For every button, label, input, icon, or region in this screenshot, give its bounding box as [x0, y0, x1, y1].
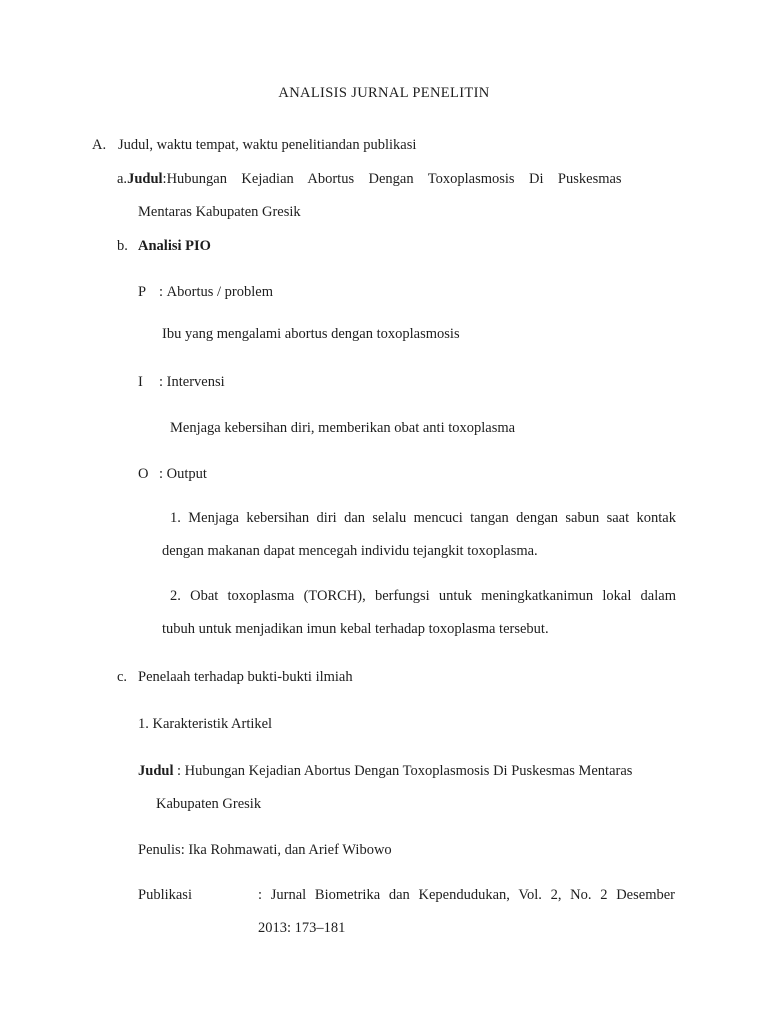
section-a-heading-text: Judul, waktu tempat, waktu penelitiandan publikasi [118, 137, 417, 153]
pio-p-row [138, 276, 638, 309]
field-judul-label: Judul [138, 763, 174, 779]
item-penelaah-heading [117, 661, 617, 694]
pio-output-item-2 [162, 580, 676, 646]
pio-output-item-1 [162, 502, 676, 568]
item-analisi-pio-heading-text: Analisi PIO [138, 238, 211, 254]
field-judul-value-line1: : Hubungan Kejadian Abortus Dengan Toxoplasmosis Di Puskesmas Mentaras [177, 763, 633, 779]
pio-p-detail: Ibu yang mengalami abortus dengan toxoplasmosis [162, 326, 460, 342]
field-judul-value-line2: Kabupaten Gresik [156, 796, 262, 812]
item-penelaah-heading-text: Penelaah terhadap bukti-bukti ilmiah [138, 669, 353, 685]
pio-output-item-2-line2: tubuh untuk menjadikan imun kebal terhadap toxoplasma tersebut. [162, 621, 549, 637]
pio-p-key: P [138, 284, 147, 300]
field-publikasi-label: Publikasi [138, 887, 192, 903]
item-analisi-pio-marker: b. [117, 238, 128, 254]
field-penulis: Penulis: Ika Rohmawati, dan Arief Wibowo [138, 842, 392, 858]
pio-o-colon: : [159, 466, 164, 482]
pio-output-item-1-line1: 1. Menjaga kebersihan diri dan selalu mencuci tangan dengan sabun saat kontak [170, 510, 676, 526]
pio-i-colon: : [159, 374, 164, 390]
pio-p-colon: : [159, 284, 164, 300]
item-judul-line1 [117, 163, 676, 196]
pio-output-item-2-line1: 2. Obat toxoplasma (TORCH), berfungsi untuk meningkatkanimun lokal dalam [170, 588, 676, 604]
pio-i-row [138, 366, 638, 399]
section-a-marker: A. [92, 137, 107, 153]
item-judul-colon: : [162, 171, 167, 187]
field-publikasi-value-line1: : Jurnal Biometrika dan Kependudukan, Vol. 2, No. 2 Desember [258, 887, 675, 903]
document-title: ANALISIS JURNAL PENELITIN [278, 85, 490, 101]
item-penelaah-marker: c. [117, 669, 128, 685]
pio-o-key: O [138, 466, 149, 482]
pio-i-key: I [138, 374, 143, 390]
field-publikasi [138, 879, 676, 945]
item-judul-marker: a. [117, 171, 128, 187]
field-judul [138, 755, 676, 821]
pio-output-item-1-line2: dengan makanan dapat mencegah individu tejangkit toxoplasma. [162, 543, 538, 559]
section-a-heading [92, 129, 682, 162]
item-judul-line2: Mentaras Kabupaten Gresik [138, 204, 301, 220]
item-judul-value-line1: Hubungan Kejadian Abortus Dengan Toxoplasmosis Di Puskesmas [166, 171, 622, 187]
pio-o-label: Output [166, 466, 207, 482]
pio-i-label: Intervensi [166, 374, 225, 390]
pio-o-row [138, 458, 638, 491]
item-judul-label: Judul [127, 171, 163, 187]
field-publikasi-value-line2: 2013: 173–181 [258, 920, 346, 936]
pio-p-label: Abortus / problem [166, 284, 273, 300]
item-analisi-pio-heading [117, 230, 517, 263]
karakteristik-artikel-heading: 1. Karakteristik Artikel [138, 716, 273, 732]
pio-i-detail: Menjaga kebersihan diri, memberikan obat anti toxoplasma [170, 420, 516, 436]
